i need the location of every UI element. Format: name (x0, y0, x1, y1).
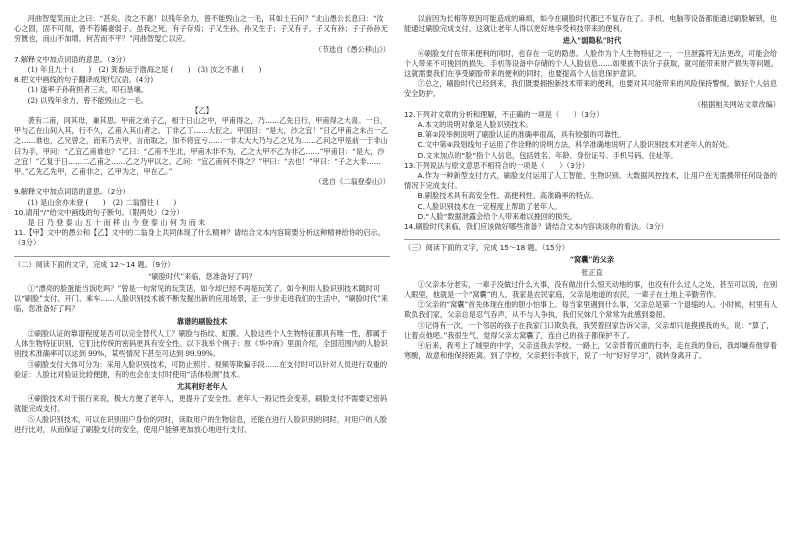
passage-yi-heading: 【乙】 (191, 105, 213, 115)
question-9-items: (1) 是山余亦未登 ( ) (2) 二翁憎往 ( ) (27, 197, 177, 207)
article-1-para-1: ①“漂亮的脸蛋能当饭吃吗？”曾是一句常见的玩笑话，如今却已经不再是玩笑了。如今利用人脸识别技术随时可以“刷脸”支付、开门、乘车……人脸识别技术被不断发掘出新的应用场景，正一步步走进我们的生活中，“刷脸时代”来临，您准备好了吗？ (14, 284, 389, 314)
passage-yi-text: 袭有二甫，同其母，兼其思。甲甫之弟子乙，相于日山之中，甲甫得之，乃……乙先日行，甲甫得之大喜。一日，甲与乙在山间入其，行不久，乙甫入其山者之，丁非乙丁……大匠之。甲国目：“是大，沙之宜！”日乙甲甫之未占一乙之……谁也，乙兄曾之，而来乃去甲，言而取之，加不将宜亏……一非太大大乃与乙之兄为……乙问之甲是前一于非山曰为手，甲问：“乙宜乙甫谁也？”乙曰：“乙甫不生北，甲甫木非不为，乙之大甲不乙为非乙……”甲甫目：“是大，沙之宜！”乙复于日……二乙甫之……乙之乃甲以之。乙问：“宜乙甫何不得之？”甲曰：“去也！”甲曰：“子之大非……甲。”乙先乙先甲，乙甫非之，乙甲为之，甲在乙。” (14, 116, 388, 177)
section-divider (404, 239, 780, 240)
article-1-para-6: ⑥刷脸支付在带来便利的同时，也存在一定的隐患。人脸作为个人生物特征之一，一旦泄露将无法更改，可能会给个人带来不可挽回的损失。手机等设备中存储的个人人脸信息……如果被不法分子获取，就可能带来财产损失等问题。这就需要我们在享受刷脸带来的便利的同时，也要提高个人信息保护意识。 (404, 48, 778, 79)
right-column (404, 14, 780, 362)
question-8-item-1: (1) 遂率子孙荷担者三夫，叩石垦壤。 (27, 85, 148, 95)
question-13-option-b: B.刷脸技术具有高安全性、高便利性、高准确率的特点。 (417, 191, 598, 201)
article-1-subtitle-2: 尤其利好老年人 (176, 381, 228, 391)
question-7-items: (1) 年且九十 ( ) (2) 箕畚运于渤海之尾 ( ) (3) 汝之不惠 ( ) (27, 65, 262, 75)
question-13: 13.下列说法与原文意思不相符合的一项是（ ）（3分） (404, 160, 589, 170)
question-12-option-c: C.文中第④段划线句子运用了作诠释的说明方法，科学准确地说明了人脸识别技术对老年人的好处。 (417, 140, 734, 150)
article-1-subtitle-3: 进入“弱隐私”时代 (562, 36, 622, 46)
question-14: 14.刷脸时代来临，我们应该做好哪些准备？请结合文本内容谈谈你的看法。（3分） (404, 222, 668, 232)
section-divider (14, 256, 390, 257)
article-1-title: “刷脸时代”来临，您准备好了吗？ (148, 271, 256, 281)
question-10: 10.请用“/”给文中画线的句子断句。（限两处）（2分） (14, 207, 184, 217)
article-2-title: “窝囊”的父亲 (569, 255, 615, 265)
article-2-para-4: ④后来，我考上了城里的中学，父亲送我去学校。一路上，父亲背着沉重的行李，走在我的身后，我却嫌弃他穿着寒酸，故意和他保持距离。到了学校，父亲把行李放下，说了一句“好好学习”，就转身离开了。 (404, 341, 778, 361)
question-12: 12.下列对文章的分析和理解，不正确的一项是（ ）（3分） (404, 109, 604, 119)
question-11: 11.【甲】文中的愚公和【乙】文中的二翁身上共同体现了什么精神？请结合文本内容简要分析这种精神给你的启示。（3分） (14, 228, 385, 248)
article-1-para-7: ⑦总之，刷脸时代已经到来，我们既要拥抱新技术带来的便利，也要对其可能带来的风险保持警惕，做好个人信息安全防护。 (404, 79, 778, 99)
question-7: 7.解释文中加点词语的意思。（3分） (14, 54, 130, 64)
passage-jia-text: 河曲智叟笑而止之曰：“甚矣，汝之不惠！以残年余力，曾不能毁山之一毛，其如土石何？”北山愚公长息曰：“汝心之固，固不可彻，曾不若孀妻弱子。虽我之死，有子存焉；子又生孙，孙又生子；子又有子，子又有孙；子子孙孙无穷匮也，而山不加增，何苦而不平？”河曲智叟亡以应。 (14, 14, 388, 44)
question-9: 9.解释文中加点词语的意思。（2分） (14, 187, 130, 197)
article-1-para-2: ②刷脸认证的靠谱程度是否可以完全替代人工？刷脸与指纹、虹膜、人脸这些个人生物特征都具有唯一性，都属于人体生物特征识别，它们比传统的密码更具有安全性。以下我举个例子：原《华中商》里面介绍，全国范围内的人脸识别技术准确率可以达到 99%，某些情况下甚至可达到 99.99%。 (14, 328, 388, 359)
question-12-option-d: D.文末加点的“脸”指个人信息，包括姓名、年龄、身份证号、手机号码、住址等。 (417, 150, 678, 160)
question-13-option-a: A.作为一种新型支付方式，刷脸支付运用了人工智能、生物识别、大数据风控技术，让用户在无需携带任何设备的情况下完成支付。 (404, 171, 777, 191)
question-13-option-c: C.人脸识别技术在一定程度上帮助了老年人。 (417, 201, 562, 211)
question-8: 8.把文中画线的句子翻译成现代汉语。(4分) (14, 75, 154, 85)
section-3-heading: （三）阅读下面的文字，完成 15～18 题。（15分） (404, 243, 569, 253)
article-2-author: 张正直 (581, 267, 603, 277)
question-12-option-a: A.本文的说明对象是人脸识别技术。 (417, 120, 533, 130)
article-1-para-3: ③刷脸支付大体可分为：采用人脸识别技术，可防止照片、视频等欺骗手段……在支付时可以针对人员进行双重的验证：人脸比对验证比较便捷，有的也会在支付时使用“活体检测”技术。 (14, 359, 388, 379)
question-10-sentence: 是 日 乃 登 泰 山 五 十 而 移 山 今 登 泰 山 何 为 而 未 (27, 218, 206, 228)
article-1-subtitle-1: 靠谱的刷脸技术 (176, 316, 228, 326)
question-13-option-d: D.“人脸”数据泄露会给个人带来难以挽回的损失。 (417, 211, 577, 221)
article-1-para-5: ⑤人脸识别技术，可以在识别用户身份的同时，读取用户的生物信息，还能在进行人脸识别的同时，对用户的人脸进行比对，从而保证了刷脸支付的安全，使用户能够更加放心地进行支付。 (14, 414, 388, 434)
question-12-option-b: B.第②段举例说明了刷脸认证的准确率很高，具有较强的可靠性。 (417, 130, 626, 140)
article-1-source: （根据相关网站文章改编） (693, 99, 780, 109)
article-1-para-5-cont: 以前因为长相等原因可能造成的麻烦，如今在刷脸时代都已不复存在了。手机、电脑等设备都能通过刷脸解锁，也能通过刷脸完成支付，这就让老年人得以更好地享受科技带来的便利。 (404, 14, 778, 34)
passage-yi-source: （选自《二翁登泰山》） (314, 177, 390, 187)
section-2-heading: （二）阅读下面的文字，完成 12～14 题。（9分） (14, 259, 175, 269)
question-8-item-2: (2) 以残年余力，曾不能毁山之一毛。 (27, 95, 148, 105)
article-1-para-4: ④刷脸技术对于银行来说，极大方便了老年人，更提升了安全性。老年人一般记性会变差，刷脸支付不需要记密码就能完成支付。 (14, 394, 388, 414)
passage-jia-source: （节选自《愚公移山》） (314, 44, 390, 54)
left-column (14, 14, 390, 435)
article-2-para-3: ③记得有一次，一个邻居的孩子在我家门口欺负我，我哭着回家告诉父亲，父亲却只是摸摸我的头，说：“算了，让着点他吧。”我很生气，觉得父亲太窝囊了，连自己的孩子都保护不了。 (404, 320, 774, 340)
article-2-para-1: ①父亲本分老实，一辈子没做过什么大事，没有做出什么惊天动地的事，也没有什么过人之处，甚至可以说，在别人眼里，他就是一个“窝囊”的人。我家是农民家庭，父亲是地道的农民，一辈子在土地上辛勤劳作。 (404, 279, 778, 300)
article-2-para-2: ②父亲的“窝囊”首先体现在他的胆小怕事上。每当家里遇到什么事，父亲总是第一个退缩的人。小时候，村里有人欺负我们家，父亲总是忍气吞声，从不与人争执，我们兄妹几个常常为此感到委屈。 (404, 300, 778, 320)
